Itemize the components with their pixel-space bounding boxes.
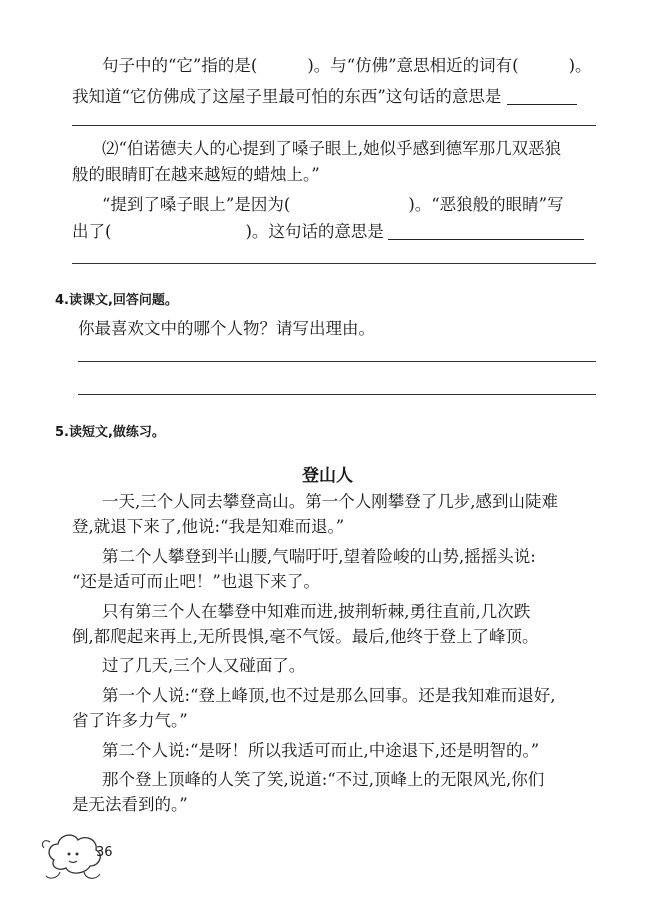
q3-sub2-line4: 出了( )。这句话的意思是 — [72, 221, 584, 243]
story-line: 是无法看到的。” — [72, 795, 188, 814]
q3-sub2-line1: ⑵“伯诺德夫人的心提到了嗓子眼上,她似乎感到德军那几双恶狼 — [102, 139, 562, 158]
answer-line-3[interactable] — [388, 223, 584, 240]
story-line: 第二个人攀登到半山腰,气喘吁吁,望着险峻的山势,摇摇头说: — [102, 547, 536, 566]
story-title: 登山人 — [302, 466, 353, 486]
story-line: 省了许多力气。” — [72, 711, 188, 730]
q3-sub2-line3: “提到了嗓子眼上”是因为( )。“恶狼般的眼睛”写 — [102, 195, 564, 214]
story-line: 第二个人说:“是呀！所以我适可而止,中途退下,还是明智的。” — [102, 741, 540, 760]
q4-heading: 4.读课文,回答问题。 — [55, 293, 178, 308]
story-line: 过了几天,三个人又碰面了。 — [102, 656, 306, 675]
story-line: 只有第三个人在攀登中知难而进,披荆斩棘,勇往直前,几次跌 — [102, 602, 531, 621]
story-line: 那个登上顶峰的人笑了笑,说道:“不过,顶峰上的无限风光,你们 — [102, 770, 545, 789]
answer-line-4[interactable] — [72, 263, 596, 264]
answer-line-6[interactable] — [78, 394, 596, 395]
story-line: 倒,都爬起来再上,无所畏惧,毫不气馁。最后,他终于登上了峰顶。 — [72, 627, 539, 646]
story-line: 登,就退下来了,他说:“我是知难而退。” — [72, 517, 345, 536]
answer-line-1[interactable] — [507, 88, 577, 105]
q3-line2: 我知道“它仿佛成了这屋子里最可怕的东西”这句话的意思是 — [72, 86, 577, 108]
story-line: “还是适可而止吧！”也退下来了。 — [72, 572, 320, 591]
page-number: 36 — [96, 845, 113, 860]
answer-line-5[interactable] — [78, 361, 596, 362]
story-line: 一天,三个人同去攀登高山。第一个人刚攀登了几步,感到山陡难 — [102, 492, 558, 511]
q3-line1: 句子中的“它”指的是( )。与“仿佛”意思相近的词有( )。 — [102, 56, 592, 75]
q5-heading: 5.读短文,做练习。 — [55, 425, 165, 440]
answer-line-2[interactable] — [72, 125, 596, 126]
q4-prompt: 你最喜欢文中的哪个人物？请写出理由。 — [78, 319, 375, 338]
story-line: 第一个人说:“登上峰顶,也不过是那么回事。还是我知难而退好, — [102, 686, 556, 705]
q3-sub2-line2: 般的眼睛盯在越来越短的蜡烛上。” — [72, 165, 320, 184]
